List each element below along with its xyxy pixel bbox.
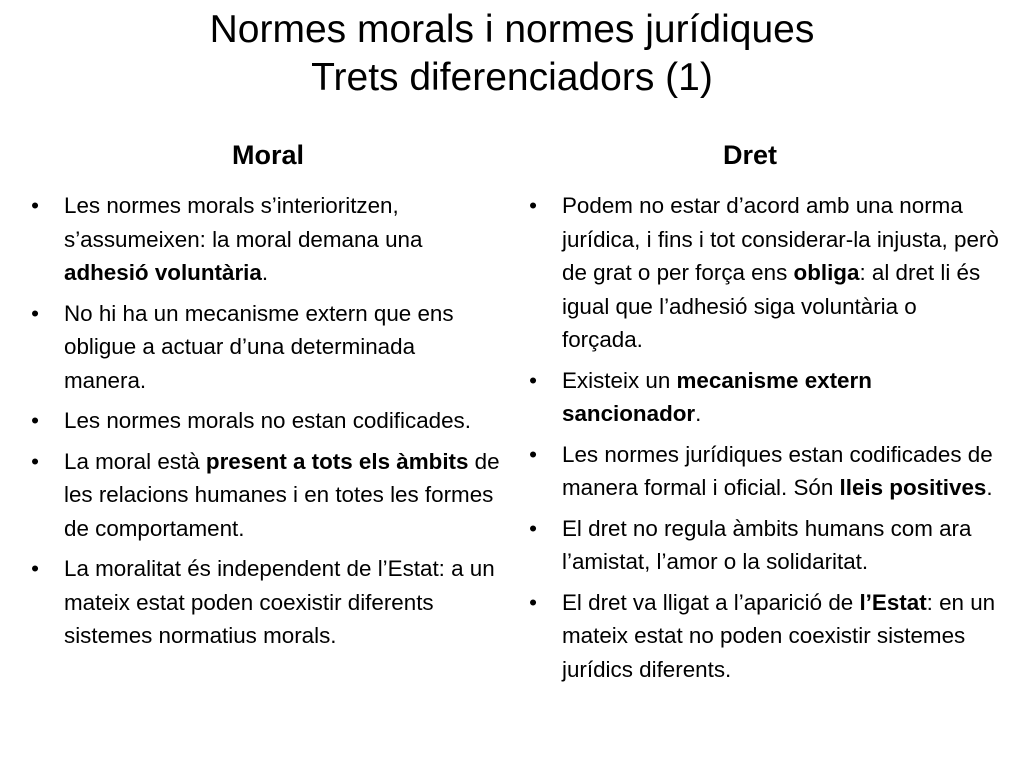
item-text: Les normes morals no estan codificades. <box>64 408 471 433</box>
item-text: No hi ha un mecanisme extern que ens obligue a actuar d’una determinada manera. <box>64 300 454 393</box>
emphasis-text: mecanisme extern sancionador <box>562 367 872 426</box>
item-text: Les normes jurídiques estan codificades de manera formal i oficial. Són <box>562 441 993 500</box>
item-text: La moralitat és independent de l’Estat: a un mateix estat poden coexistir diferents sistemes normatius morals. <box>64 556 495 648</box>
list-item <box>31 189 500 290</box>
bullet-icon: • <box>31 408 39 433</box>
bullet-icon: • <box>529 441 537 467</box>
item-text: : en un mateix estat no poden coexistir sistemes jurídics diferents. <box>562 589 996 682</box>
item-text: El dret va lligat a l’aparició de <box>562 589 860 615</box>
item-text: Existeix un <box>562 367 677 393</box>
list-item <box>31 297 500 398</box>
bullet-icon: • <box>31 193 39 218</box>
moral-bullet-list <box>31 189 500 660</box>
slide-title-line-1: Normes morals i normes jurídiques <box>209 8 815 51</box>
list-item <box>529 438 1002 505</box>
item-text: El dret no regula àmbits humans com ara l’amistat, l’amor o la solidaritat. <box>562 515 972 574</box>
list-item <box>529 586 1002 687</box>
item-text: Les normes morals s’interioritzen, s’assumeixen: la moral demana una <box>64 193 423 252</box>
column-heading-moral: Moral <box>231 140 304 170</box>
bullet-icon: • <box>529 367 537 393</box>
slide-title-line-2: Trets diferenciadors (1) <box>311 56 713 99</box>
emphasis-text: adhesió voluntària <box>64 260 262 285</box>
slide-title <box>0 6 1024 102</box>
list-item <box>529 364 1002 431</box>
item-text: . <box>261 260 269 285</box>
bullet-icon: • <box>31 556 39 581</box>
bullet-icon: • <box>529 515 537 541</box>
emphasis-text: lleis positives <box>839 475 987 500</box>
item-text: : al dret li és igual que l’adhesió siga voluntària o forçada. <box>562 260 981 352</box>
bullet-icon: • <box>31 448 39 474</box>
emphasis-text: present a tots els àmbits <box>205 448 469 474</box>
item-text: La moral està <box>64 448 206 474</box>
list-item <box>31 445 500 546</box>
column-heading-dret: Dret <box>722 140 777 170</box>
emphasis-text: l’Estat <box>859 589 927 615</box>
item-text: . <box>986 475 993 500</box>
list-item <box>31 552 500 653</box>
bullet-icon: • <box>529 193 537 218</box>
item-text: de les relacions humanes i en totes les formes de comportament. <box>64 448 500 541</box>
dret-bullet-list <box>529 189 1002 693</box>
item-text: . <box>695 401 702 426</box>
bullet-icon: • <box>529 589 537 615</box>
list-item <box>31 404 500 438</box>
item-text: Podem no estar d’acord amb una norma jurídica, i fins i tot considerar-la injusta, però de grat o per força ens <box>562 193 999 285</box>
list-item <box>529 512 1002 579</box>
list-item <box>529 189 1002 357</box>
emphasis-text: obliga <box>793 260 860 285</box>
bullet-icon: • <box>31 300 39 326</box>
